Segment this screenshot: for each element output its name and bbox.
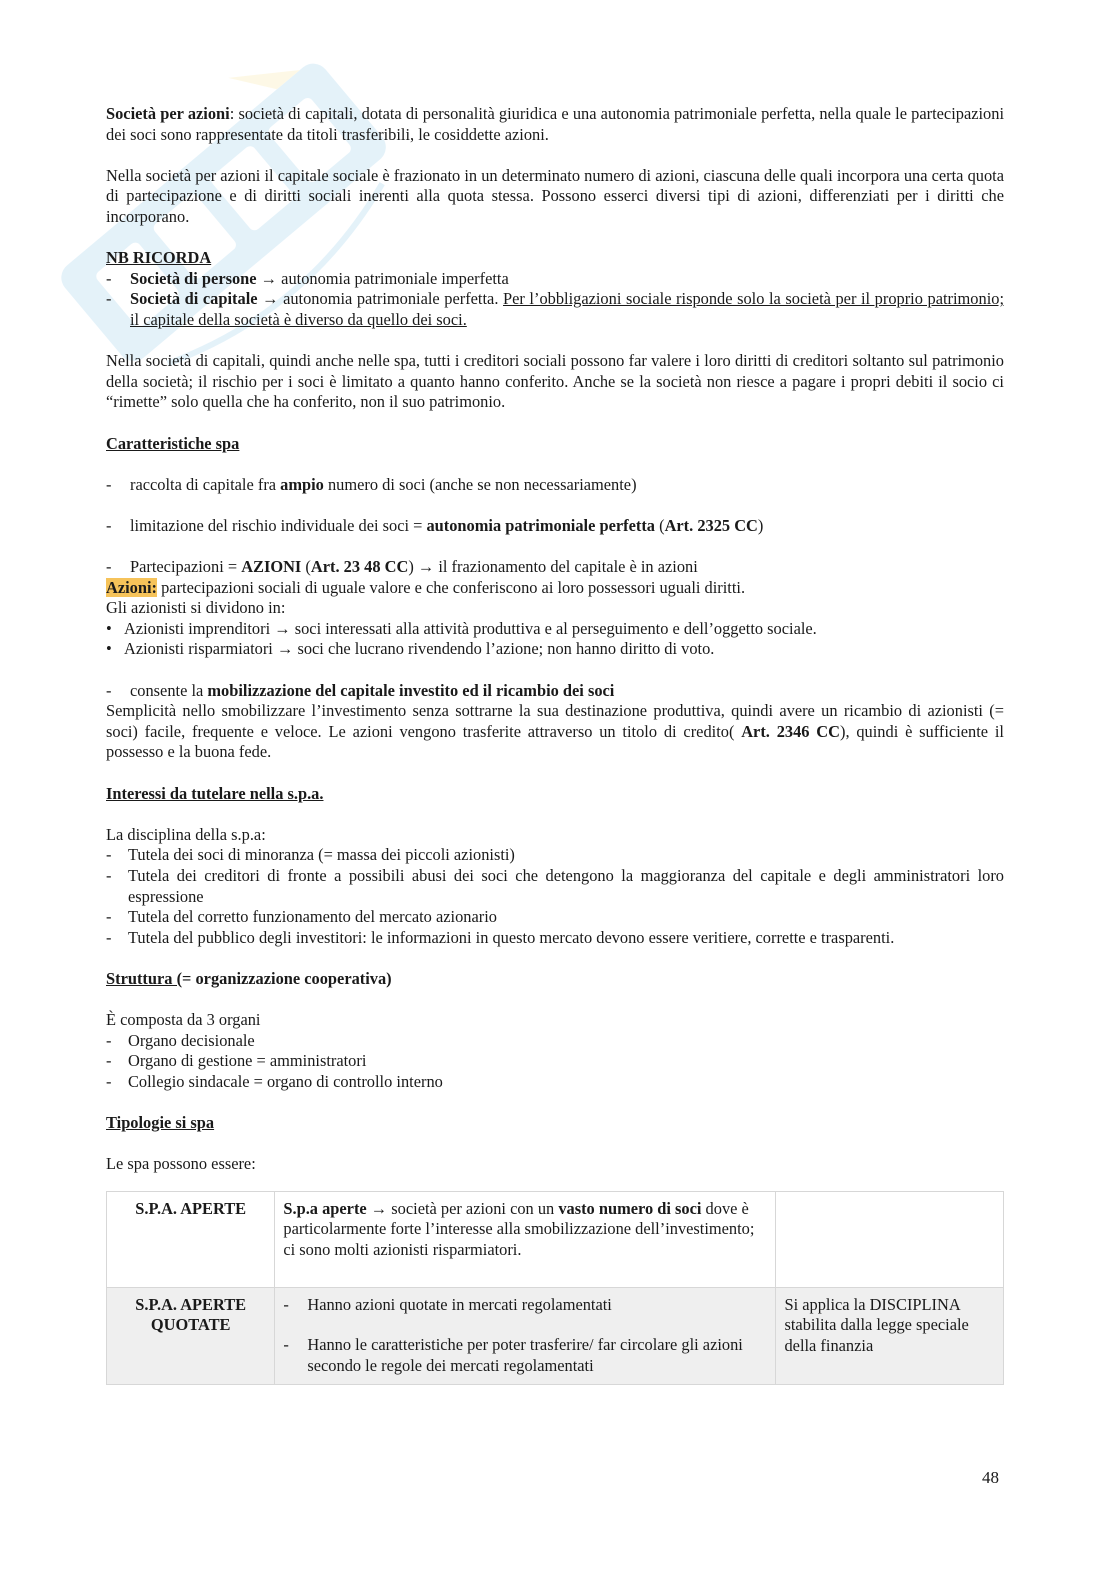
table-cell-type: S.P.A. APERTE QUOTATE <box>107 1287 275 1384</box>
interessi-item: - Tutela del corretto funzionamento del mercato azionario <box>106 907 497 927</box>
struttura-intro: È composta da 3 organi <box>106 1010 261 1030</box>
nb-heading: NB RICORDA <box>106 248 212 268</box>
table-row <box>107 1287 1004 1384</box>
azioni-highlight: Azioni: <box>106 577 157 597</box>
capital-paragraph: Nella società per azioni il capitale sociale è frazionato in un determinato numero di azioni, ciascuna delle quali incorpora una certa quota di partecipazione e di diritti sociali inerenti alla quota stessa. Possono esserci diversi tipi di azioni, differenziati per i diritti che incorporano. <box>106 165 1004 226</box>
azionisti-intro: Gli azionisti si dividono in: <box>106 598 286 618</box>
table-list-item: - Hanno azioni quotate in mercati regolamentati <box>283 1294 612 1314</box>
struttura-item: - Organo decisionale <box>106 1030 255 1050</box>
interessi-item: - Tutela dei creditori di fronte a possibili abusi dei soci che detengono la maggioranza del capitale e degli amministratori loro espressione <box>106 865 1004 906</box>
bullet-risparmiatori: • Azionisti risparmiatori → soci che lucrano rivendendo l’azione; non hanno diritto di voto. <box>106 639 715 659</box>
interessi-heading: Interessi da tutelare nella s.p.a. <box>106 783 324 803</box>
table-cell-notes: Si applica la DISCIPLINA stabilita dalla legge speciale della finanzia <box>776 1287 1004 1384</box>
interessi-intro: La disciplina della s.p.a: <box>106 824 266 844</box>
caratteristica-raccolta: - raccolta di capitale fra ampio numero di soci (anche se non necessariamente) <box>106 474 637 494</box>
term-spa: Società per azioni <box>106 104 230 123</box>
struttura-heading: Struttura (= organizzazione cooperativa) <box>106 968 392 988</box>
table-cell-description <box>275 1287 776 1384</box>
table-cell-description: S.p.a aperte → società per azioni con un vasto numero di soci dove è particolarmente forte l’interesse alla smobilizzazione dell’investimento; ci sono molti azionisti risparmiatori. <box>275 1191 776 1287</box>
nb-item-capitale: - Società di capitale → autonomia patrimoniale perfetta. Per l’obbligazioni sociale risponde solo la società per il proprio patrimonio; il capitale della società è diverso da quello dei soci. <box>106 289 1004 329</box>
intro-paragraph <box>106 104 1004 145</box>
caratteristiche-heading: Caratteristiche spa <box>106 433 240 453</box>
tipologie-intro: Le spa possono essere: <box>106 1154 256 1174</box>
spa-types-table <box>106 1191 1004 1385</box>
creditors-paragraph: Nella società di capitali, quindi anche nelle spa, tutti i creditori sociali possono far valere i loro diritti di creditori soltanto sul patrimonio della società; il rischio per i soci è limitato a quanto hanno conferito. Anche se la società non riesce a pagare i propri debiti il socio ci “rimette” solo quella che ha conferito, non il suo patrimonio. <box>106 351 1004 412</box>
caratteristica-mobilizzazione: - consente la mobilizzazione del capitale investito ed il ricambio dei soci <box>106 680 615 700</box>
tipologie-heading: Tipologie si spa <box>106 1113 215 1133</box>
page-number: 48 <box>982 1468 999 1487</box>
bullet-imprenditori: • Azionisti imprenditori → soci interessati alla attività produttiva e al perseguimento e dell’oggetto sociale. <box>106 618 817 638</box>
mobilizzazione-paragraph: Semplicità nello smobilizzare l’investimento senza sottrarne la sua destinazione produttiva, quindi avere un ricambio di azionisti (= soci) facile, frequente e veloce. Le azioni vengono trasferite attraverso un titolo di credito( Art. 2346 CC), quindi è sufficiente il possesso e la buona fede. <box>106 701 1004 762</box>
interessi-item: - Tutela dei soci di minoranza (= massa dei piccoli azionisti) <box>106 845 515 865</box>
caratteristica-partecipazioni: - Partecipazioni = AZIONI (Art. 23 48 CC) → il frazionamento del capitale è in azioni <box>106 557 698 577</box>
table-row <box>107 1191 1004 1287</box>
table-list-item: - Hanno le caratteristiche per poter trasferire/ far circolare gli azioni secondo le regole dei mercati regolamentati <box>283 1335 743 1376</box>
nb-item-persone: - Società di persone → autonomia patrimoniale imperfetta <box>106 268 509 288</box>
struttura-item: - Organo di gestione = amministratori <box>106 1051 367 1071</box>
caratteristica-rischio: - limitazione del rischio individuale dei soci = autonomia patrimoniale perfetta (Art. 2325 CC) <box>106 515 764 535</box>
table-cell-notes <box>776 1191 1004 1287</box>
interessi-item: - Tutela del pubblico degli investitori: le informazioni in questo mercato devono essere veritiere, corrette e trasparenti. <box>106 927 895 947</box>
document-page <box>106 104 1004 1385</box>
table-cell-type: S.P.A. APERTE <box>107 1191 275 1287</box>
definition-text: : società di capitali, dotata di personalità giuridica e una autonomia patrimoniale perfetta, nella quale le partecipazioni dei soci sono rappresentate da titoli trasferibili, le cosiddette azioni. <box>106 104 1004 144</box>
struttura-item: - Collegio sindacale = organo di controllo interno <box>106 1071 443 1091</box>
azioni-definition: Azioni: partecipazioni sociali di uguale valore e che conferiscono ai loro possessori uguali diritti. <box>106 577 746 597</box>
